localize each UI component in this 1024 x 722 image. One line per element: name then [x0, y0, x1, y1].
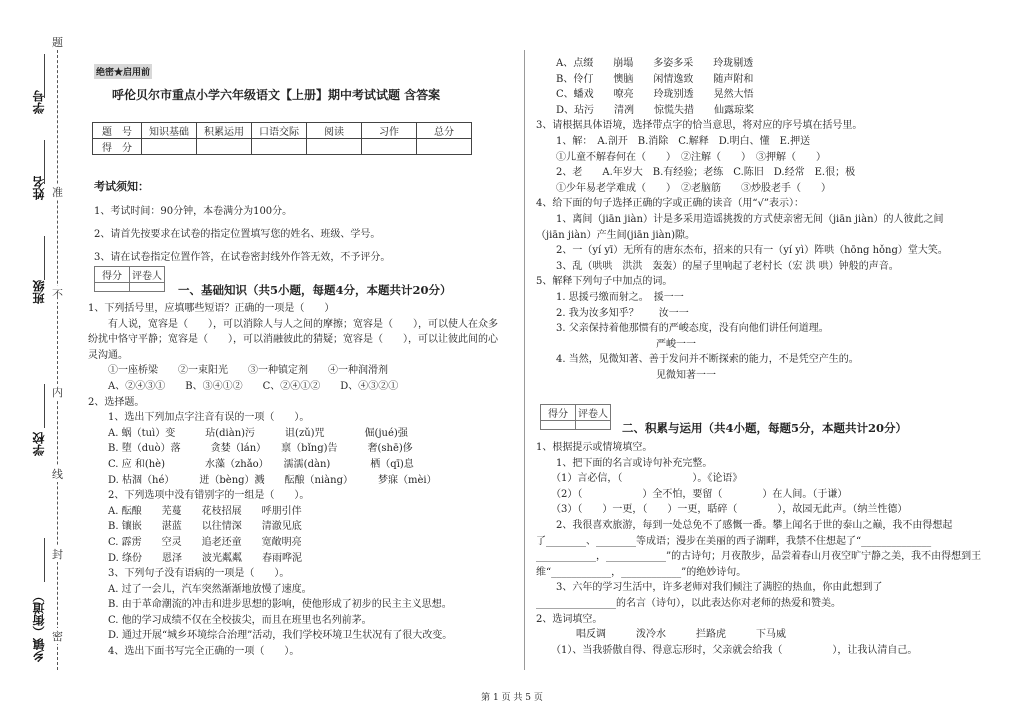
- column-divider: [524, 50, 525, 670]
- page-footer: 第 1 页 共 5 页: [481, 693, 543, 703]
- page-title: 呼伦贝尔市重点小学六年级语文【上册】期中考试试题 含答案: [112, 88, 441, 102]
- score-blank[interactable]: [541, 421, 576, 430]
- question-line: 见微知著一一: [536, 369, 716, 381]
- question-line: D、玷污 清冽 惊慌失措 仙露琼桨: [536, 104, 755, 116]
- question-line: 3、乱（哄哄 洪洪 轰轰）的屋子里响起了老村长（宏 洪 哄）钟般的声音。: [536, 260, 899, 272]
- score-blank[interactable]: [95, 283, 130, 292]
- score-header-cell: 积累运用: [197, 123, 252, 139]
- question-line: （1）、当我骄傲自得、得意忘形时，父亲就会给我（ ），让我认清自己。: [536, 644, 918, 656]
- question-line: C、蟠戏 嘹亮 玲珑别透 晃然大悟: [536, 89, 754, 101]
- question-line: B. 堕（duò）落 贪婪（lán） 禀（bǐng)告 奢(shē)侈: [88, 443, 413, 455]
- question-line: A、②④③① B、③④①② C、②④①② D、④③②①: [88, 380, 399, 392]
- question-line: 5、解释下列句子中加点的词。: [536, 276, 673, 288]
- question-line: 4、选出下面书写完全正确的一项（ ）。: [88, 646, 300, 658]
- right-column-top: [536, 56, 956, 383]
- question-line: 了________、________等成语；漫步在美丽的西子湖畔，我禁不住想起了“______________: [536, 535, 932, 547]
- township-field[interactable]: [44, 538, 45, 582]
- notice-item: 1、考试时间：90分钟，本卷满分为100分。: [94, 206, 293, 217]
- question-line: （3）（ ）一更，（ ）一更，聒碎（ ），故园无此声。（纳兰性德）: [536, 504, 908, 516]
- question-line: A、点缀 崩塌 多姿多采 玲珑剔透: [536, 58, 754, 69]
- notice-list: [94, 200, 390, 269]
- question-line: 3、下列句子没有语病的一项是（ ）。: [88, 568, 290, 580]
- question-line: 1、下列括号里，应填哪些短语？正确的一项是（ ）: [88, 303, 335, 314]
- question-line: ________________的名言（诗句），以此表达你对老师的热爱和赞美。: [536, 597, 841, 609]
- question-line: B. 镶嵌 湛蓝 以往情深 清澈见底: [88, 521, 302, 533]
- question-line: 1、把下面的名言或诗句补充完整。: [536, 457, 713, 469]
- score-header-cell: 口语交际: [252, 123, 307, 139]
- score-table: [92, 122, 472, 155]
- class-label: 班级: [32, 280, 46, 304]
- seal-char: 准: [52, 186, 63, 199]
- question-line: 1. 思援弓缴而射之。 援一一: [536, 291, 684, 303]
- score-header-cell: 阅读: [307, 123, 362, 139]
- question-line: A. 酝酿 芜蔓 花枝招展 呼朋引伴: [88, 505, 302, 517]
- question-line: 2、选择题。: [88, 396, 145, 408]
- question-line: 维“____________，____________”的绝妙诗句。: [536, 566, 747, 578]
- question-line: ①儿童不解春何在（ ） ②注解（ ） ③押解（ ）: [536, 151, 826, 163]
- question-line: 灵沟通。: [88, 349, 128, 361]
- school-label: 学校: [32, 432, 46, 456]
- question-line: 2. 我为汝多知乎？ 汝一一: [536, 307, 689, 319]
- reviewer-label: 评卷人: [576, 405, 611, 421]
- question-line: 1、根据提示或情境填空。: [536, 442, 653, 453]
- score-header-cell: 习作: [362, 123, 417, 139]
- scorer-label: 得分: [541, 405, 576, 421]
- question-line: 唱反调 泼冷水 拦路虎 下马威: [536, 629, 786, 641]
- score-cell[interactable]: [417, 139, 472, 155]
- score-cell[interactable]: [197, 139, 252, 155]
- score-cell[interactable]: [307, 139, 362, 155]
- question-line: 3、请根据具体语境，选择带点字的恰当意思，将对应的序号填在括号里。: [536, 120, 863, 132]
- scorer-label: 得分: [95, 267, 130, 283]
- score-header-cell: 总分: [417, 123, 472, 139]
- left-column: [88, 301, 520, 660]
- binding-margin: [0, 0, 78, 722]
- question-line: C. 他的学习成绩不仅在全校拔尖，而且在班里也名列前茅。: [88, 614, 372, 626]
- reviewer-blank[interactable]: [576, 421, 611, 430]
- question-line: 2、一（yí yī）无所有的唐东杰布，招来的只有一（yí yì）阵哄（hōng hǒng）堂大笑。: [536, 245, 948, 257]
- seal-char: 不: [52, 288, 63, 301]
- student-id-field[interactable]: [44, 54, 45, 98]
- township-label: 乡镇（街道）: [32, 590, 46, 662]
- seal-char: 内: [52, 386, 63, 399]
- right-column-bottom: [536, 440, 982, 658]
- question-line: （1）言必信，（ ）。《论语》: [536, 473, 743, 485]
- seal-char: 线: [52, 468, 63, 481]
- scorer-box: [94, 266, 165, 292]
- school-field[interactable]: [44, 384, 45, 428]
- student-id-label: 学号: [32, 90, 46, 114]
- question-line: 2、选词填空。: [536, 613, 603, 625]
- seal-line: [57, 40, 58, 670]
- question-line: 有人说，宽容是（ ），可以消除人与人之间的摩擦；宽容是（ ），可以使人在众多: [88, 318, 498, 330]
- question-line: 2、老 A.年岁大 B.有经验；老练 C.陈旧 D.经常 E.很；极: [536, 167, 856, 179]
- question-line: C. 霹雳 空灵 追老还童 宽敞明亮: [88, 536, 302, 548]
- question-line: B. 由于革命潮流的冲击和进步思想的影响，使他形成了初步的民主主义思想。: [88, 599, 452, 611]
- seal-char: 题: [52, 36, 63, 49]
- question-line: ①少年易老学难成（ ） ②老脑筋 ③炒股老手（ ）: [536, 182, 831, 194]
- seal-char: 密: [52, 630, 63, 643]
- name-label: 姓名: [32, 176, 46, 200]
- reviewer-blank[interactable]: [130, 283, 165, 292]
- name-field[interactable]: [44, 140, 45, 184]
- score-header-cell: 题 号: [93, 123, 142, 139]
- question-line: ____________，____________”的古诗句；月夜散步，品尝着春山月夜空旷宁静之美，我不由得想到王: [536, 551, 982, 563]
- question-line: 3、六年的学习生活中，许多老师对我们倾注了满腔的热血，你由此想到了: [536, 582, 883, 594]
- question-line: 1、离间（jiān jiàn）计是多采用造谣挑拨的方式使亲密无间（jiān jiàn）的人彼此之间: [536, 213, 944, 225]
- question-line: ①一座桥梁 ②一束阳光 ③一种镇定剂 ④一种润滑剂: [88, 365, 388, 377]
- seal-char: 封: [52, 548, 63, 561]
- question-line: A. 蜗（tuì）变 玷(diàn)污 诅(zǔ)咒 倔(jué)强: [88, 427, 408, 439]
- question-line: 1、选出下列加点字注音有误的一项（ ）。: [88, 412, 310, 424]
- score-header-cell: 知识基础: [142, 123, 197, 139]
- question-line: 2、我很喜欢旅游，每到一处总免不了感慨一番。攀上闻名于世的泰山之巅，我不由得想起: [536, 519, 953, 531]
- score-row-label: 得 分: [93, 139, 142, 155]
- question-line: A. 过了一会儿，汽车突然渐渐地放慢了速度。: [88, 583, 312, 595]
- question-line: C. 应 和(hè) 水藻（zhǎo） 濡濡(dàn) 栖（qī)息: [88, 458, 414, 470]
- section-heading: 一、基础知识（共5小题，每题4分，本题共计20分）: [178, 283, 452, 297]
- question-line: B、伶仃 懊脑 闲情逸致 随声附和: [536, 73, 754, 85]
- secret-label: 绝密★启用前: [94, 64, 152, 79]
- question-line: 1、解： A.剖开 B.消除 C.解释 D.明白、懂 E.押送: [536, 135, 811, 147]
- question-line: D. 绦份 恩泽 波光粼粼 春雨哗泥: [88, 552, 303, 564]
- question-line: 3. 父亲保持着他那惯有的严峻态度，没有向他们讲任何道理。: [536, 323, 829, 335]
- question-line: D. 通过开展“城乡环境综合治理”活动，我们学校环境卫生状况有了很大改变。: [88, 630, 453, 642]
- score-cell[interactable]: [362, 139, 417, 155]
- notice-item: 2、请首先按要求在试卷的指定位置填写您的姓名、班级、学号。: [94, 229, 381, 240]
- section-heading: 二、积累与运用（共4小题，每题5分，本题共计20分）: [622, 421, 908, 435]
- question-line: （jiān jiàn）产生间(jiān jiàn)隙。: [536, 229, 695, 241]
- question-line: （2）（ ）全不怕，要留（ ）在人间。（于谦）: [536, 488, 848, 500]
- score-cell[interactable]: [252, 139, 307, 155]
- scorer-box: [540, 404, 611, 430]
- question-line: D. 枯涸（hé） 迸（bèng）溅 酝酿（niàng） 梦寐（mèi）: [88, 474, 437, 486]
- question-line: 严峻一一: [536, 338, 696, 350]
- class-field[interactable]: [44, 236, 45, 280]
- notice-heading: 考试须知：: [94, 180, 149, 193]
- reviewer-label: 评卷人: [130, 267, 165, 283]
- score-cell[interactable]: [142, 139, 197, 155]
- question-line: 4、给下面的句子选择正确的字或正确的读音（用“√”表示）：: [536, 198, 804, 210]
- notice-item: 3、请在试卷指定位置作答，在试卷密封线外作答无效，不予评分。: [94, 252, 391, 263]
- question-line: 4. 当然，见微知著、善于发问并不断探索的能力，不是凭空产生的。: [536, 354, 859, 366]
- question-line: 2、下列选项中没有错别字的一组是（ ）。: [88, 490, 310, 502]
- question-line: 纷扰中恪守平静；宽容是（ ），可以消融彼此的猜疑；宽容是（ ），可以让彼此间的心: [88, 334, 498, 346]
